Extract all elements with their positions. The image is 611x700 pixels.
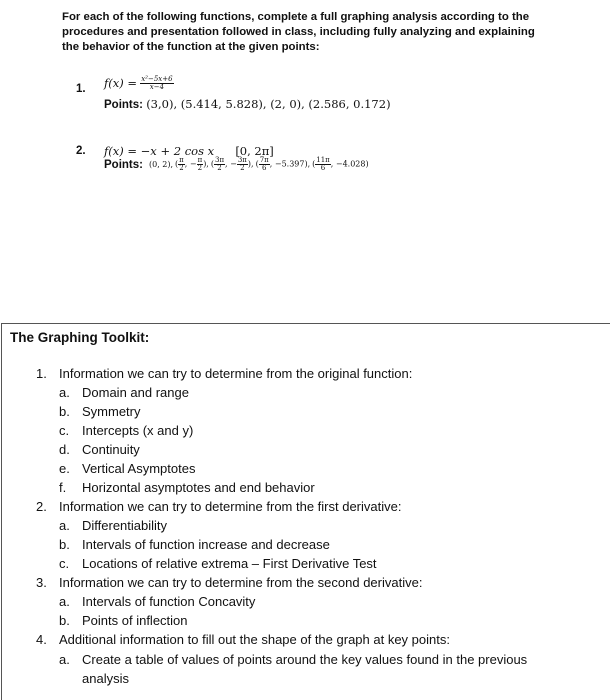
section-1-item-a-letter: a.	[59, 385, 70, 400]
toolkit-title: The Graphing Toolkit:	[10, 330, 150, 345]
section-2-item-b: Intervals of function increase and decrease	[82, 537, 330, 552]
section-1-number: 1.	[36, 366, 47, 381]
p2-x-den: 2	[179, 164, 184, 172]
p3-x-den: 2	[217, 164, 222, 172]
p5-y: −4.028	[335, 159, 366, 169]
p5-x-num: 11π	[316, 156, 330, 164]
problem-1-denominator: x−4	[149, 83, 165, 92]
graphing-toolkit-box	[1, 323, 610, 700]
problem-2-interval: [0, 2π]	[235, 144, 274, 158]
problem-2-point-3: ( $\frac{3\pi}{2}$ , − $\frac{3\pi}{2}$ ),	[210, 156, 254, 172]
section-1-item-f-letter: f.	[59, 480, 67, 495]
problem-2-function	[104, 144, 274, 158]
section-2-item-c-letter: c.	[59, 556, 70, 571]
section-1-item-e: Vertical Asymptotes	[82, 461, 196, 476]
problem-1-number: 1.	[76, 83, 86, 95]
section-4-item-a: Create a table of values of points around the key values found in the previous	[82, 652, 528, 667]
p3-x-num: 3π	[214, 156, 225, 164]
section-2-heading: Information we can try to determine from the first derivative:	[59, 499, 402, 514]
section-3-number: 3.	[36, 575, 47, 590]
p2-y-den: 2	[197, 164, 203, 172]
problem-1-points	[104, 97, 391, 111]
problem-2-expression: f(x) = −x + 2 cos x	[104, 144, 215, 158]
instructions-paragraph: For each of the following functions, complete a full graphing analysis according to the procedures and presentation followed in class, including fully analyzing and explaining the behavior of the function at the given points:	[62, 11, 535, 53]
section-1-item-d-letter: d.	[59, 442, 70, 457]
problem-1-fraction	[140, 76, 173, 91]
p2-x-num: π	[179, 156, 184, 164]
problem-1-lhs: f(x) =	[104, 76, 138, 90]
problem-2-points-label: Points:	[104, 158, 143, 171]
section-1-item-b: Symmetry	[82, 404, 141, 419]
section-1-item-b-letter: b.	[59, 404, 70, 419]
section-1-item-f: Horizontal asymptotes and end behavior	[82, 480, 315, 495]
problem-2-number: 2.	[76, 145, 86, 157]
section-1-item-c-letter: c.	[59, 423, 70, 438]
problem-1-points-values: (3,0), (5.414, 5.828), (2, 0), (2.586, 0.172)	[146, 97, 391, 111]
section-2-item-a: Differentiability	[82, 518, 168, 533]
section-1-item-c: Intercepts (x and y)	[82, 423, 194, 438]
section-2-item-a-letter: a.	[59, 518, 70, 533]
section-1-item-e-letter: e.	[59, 461, 70, 476]
section-1-item-d: Continuity	[82, 442, 140, 457]
problem-1-numerator: x²−5x+6	[141, 75, 173, 84]
section-2-item-c: Locations of relative extrema – First Derivative Test	[82, 556, 377, 571]
problem-1-points-label: Points:	[104, 99, 143, 111]
p3-y-num: 3π	[237, 156, 247, 164]
section-2-item-b-letter: b.	[59, 537, 70, 552]
section-2-number: 2.	[36, 499, 47, 514]
p5-x-den: 6	[320, 164, 326, 172]
section-4-number: 4.	[36, 632, 47, 647]
p4-x-den: 6	[262, 164, 267, 172]
section-1-heading: Information we can try to determine from the original function:	[59, 366, 413, 381]
section-3-heading: Information we can try to determine from the second derivative:	[59, 575, 423, 590]
section-4-heading: Additional information to fill out the shape of the graph at key points:	[59, 632, 450, 647]
p4-y: −5.397	[274, 159, 305, 169]
section-3-item-b-letter: b.	[59, 613, 70, 628]
problem-2-point-1: (0, 2),	[148, 160, 174, 169]
p2-y-num: π	[197, 156, 203, 164]
problem-2-points	[104, 157, 369, 172]
problem-2-point-4: ( $\frac{7\pi}{6}$ , −5.397),	[255, 156, 311, 172]
problem-2-point-2: ( $\frac{\pi}{2}$ , − $\frac{\pi}{2}$ ),	[175, 156, 209, 172]
section-1-item-a: Domain and range	[82, 385, 189, 400]
section-3-item-b: Points of inflection	[82, 613, 188, 628]
p4-x-num: 7π	[259, 156, 269, 164]
problem-1-function	[104, 76, 174, 91]
problem-2-point-5: ( $\frac{11\pi}{6}$ , −4.028)	[312, 156, 369, 172]
section-4-item-a-letter: a.	[59, 652, 70, 667]
section-4-item-a-continued: analysis	[82, 671, 129, 686]
p3-y-den: 2	[240, 164, 245, 172]
section-3-item-a-letter: a.	[59, 594, 70, 609]
section-3-item-a: Intervals of function Concavity	[82, 594, 256, 609]
